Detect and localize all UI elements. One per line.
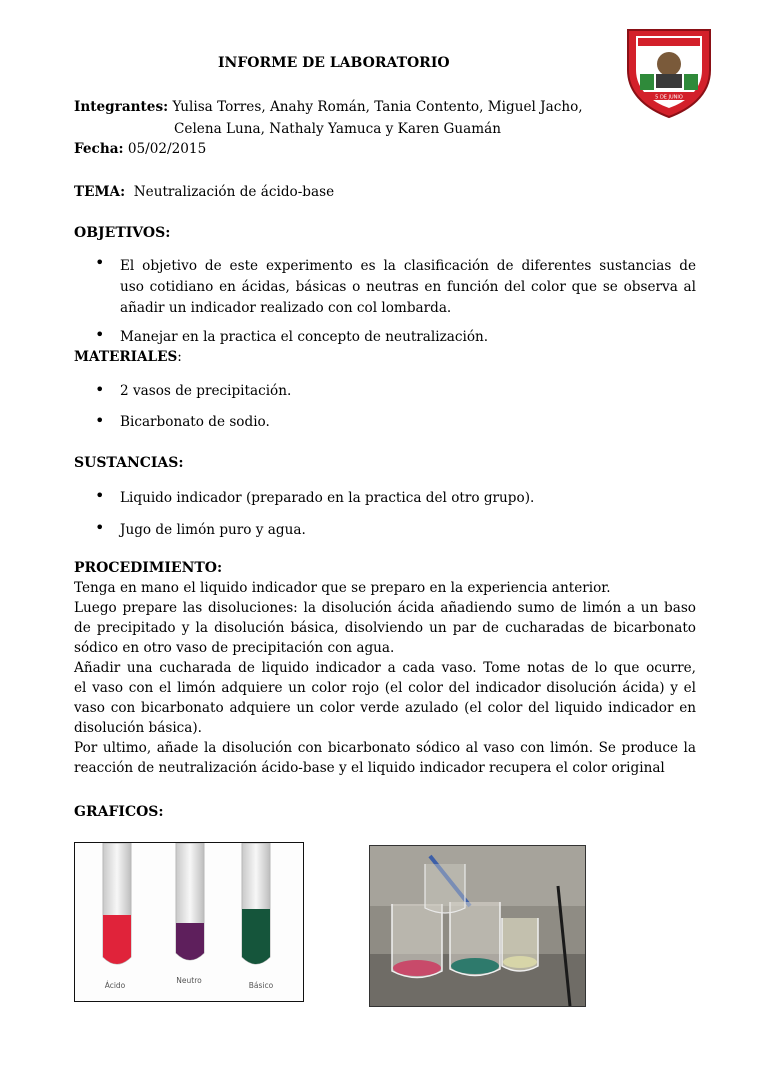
basic-label: Básico (248, 981, 274, 990)
acid-label: Ácido (104, 981, 126, 990)
materials-colon: : (177, 349, 182, 365)
materials-heading: MATERIALES (74, 349, 178, 365)
substance-item: Liquido indicador (preparado en la practica del otro grupo). (120, 490, 535, 506)
bullet-icon: • (95, 486, 105, 505)
bullet-icon: • (95, 411, 105, 430)
materials-heading-line (74, 348, 182, 366)
bullet-icon: • (95, 380, 105, 399)
basic-beaker-liquid (451, 958, 499, 974)
procedure-line: sódico en otro vaso de precipitación con agua. (74, 640, 395, 656)
date-label: Fecha: (74, 141, 124, 157)
bullet-icon: • (95, 253, 105, 272)
objective-1-line: El objetivo de este experimento es la clasificación de diferentes sustancias de (120, 258, 696, 274)
graphics-heading: GRAFICOS: (74, 804, 164, 820)
objective-1-line: uso cotidiano en ácidas, básicas o neutras en función del color que se observa al (120, 279, 696, 295)
procedure-text (74, 578, 696, 778)
procedure-heading: PROCEDIMIENTO: (74, 560, 223, 576)
substance-item: Jugo de limón puro y agua. (120, 522, 306, 538)
objective-item-1 (120, 256, 696, 319)
objective-1-line: añadir un indicador realizado con col lombarda. (120, 300, 452, 316)
neutral-label: Neutro (176, 976, 202, 985)
substances-heading: SUSTANCIAS: (74, 455, 184, 471)
report-title: INFORME DE LABORATORIO (218, 55, 450, 71)
beakers-illustration (370, 846, 585, 1006)
members-line-1 (74, 98, 583, 116)
basic-liquid (242, 909, 270, 964)
procedure-line: de precipitado y la disolución básica, disolviendo un par de cucharadas de bicarbonato (74, 620, 696, 636)
members-names-1: Yulisa Torres, Anahy Román, Tania Contento, Miguel Jacho, (172, 99, 583, 115)
beakers-photo (369, 845, 586, 1007)
members-label: Integrantes: (74, 99, 169, 115)
topic-label: TEMA: (74, 184, 126, 200)
bullet-icon: • (95, 518, 105, 537)
date-value: 05/02/2015 (127, 141, 207, 157)
procedure-line: disolución básica). (74, 720, 203, 736)
topic-line (74, 183, 334, 201)
material-item: Bicarbonato de sodio. (120, 414, 270, 430)
neutral-liquid (176, 923, 204, 960)
topic-value: Neutralización de ácido-base (133, 184, 335, 200)
logo-bottom-text: 5 DE JUNIO (655, 94, 683, 101)
acid-beaker-liquid (393, 960, 441, 976)
test-tubes-illustration (75, 843, 303, 1001)
members-names-2: Celena Luna, Nathaly Yamuca y Karen Guamán (174, 121, 502, 137)
test-tubes-photo (74, 842, 304, 1002)
procedure-line: el vaso con el limón adquiere un color rojo (el color del indicador disolución ácida) y el (74, 680, 696, 696)
objectives-heading: OBJETIVOS: (74, 225, 171, 241)
procedure-line: Por ultimo, añade la disolución con bicarbonato sódico al vaso con limón. Se produce la (74, 740, 696, 756)
procedure-line: Añadir una cucharada de liquido indicador a cada vaso. Tome notas de lo que ocurre, (74, 660, 696, 676)
acid-liquid (103, 915, 131, 964)
procedure-line: reacción de neutralización ácido-base y el liquido indicador recupera el color original (74, 760, 665, 776)
procedure-line: Tenga en mano el liquido indicador que se preparo en la experiencia anterior. (74, 580, 611, 596)
material-item: 2 vasos de precipitación. (120, 383, 292, 399)
school-logo (618, 24, 720, 120)
procedure-line: vaso con bicarbonato adquiere un color verde azulado (el color del liquido indicador en (74, 700, 696, 716)
objective-item-2: Manejar en la practica el concepto de neutralización. (120, 329, 489, 345)
date-line (74, 140, 206, 158)
procedure-line: Luego prepare las disoluciones: la disolución ácida añadiendo sumo de limón a un baso (74, 600, 696, 616)
bullet-icon: • (95, 325, 105, 344)
neutral-beaker-liquid (503, 956, 537, 968)
